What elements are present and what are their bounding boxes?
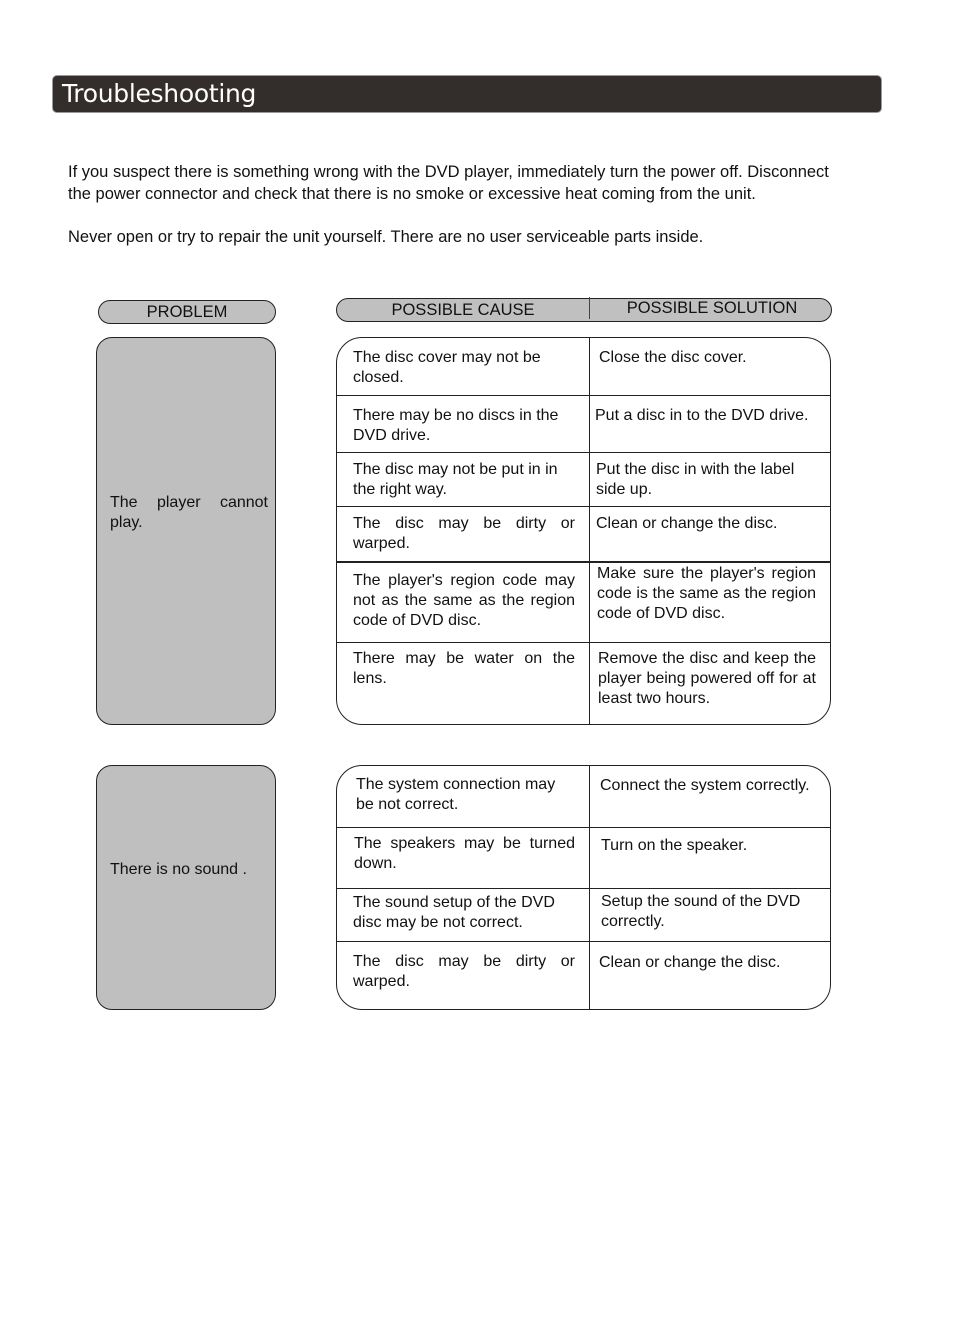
solution-cell: Remove the disc and keep the player being powered off for at least two hours. — [589, 643, 830, 725]
cause-cell: The disc cover may not be closed. — [353, 349, 541, 386]
solution-cell: Make sure the player's region code is the same as the region code of DVD disc. — [589, 563, 830, 644]
table-row — [337, 941, 830, 1010]
solution-cell: Turn on the speaker. — [589, 828, 830, 889]
table-row — [337, 766, 830, 827]
causes-solutions-table-1 — [336, 337, 831, 725]
problem-text: The player cannot play. — [110, 494, 268, 531]
solution-cell: Close the disc cover. — [589, 338, 830, 395]
problem-column-header: PROBLEM — [98, 300, 276, 324]
causes-solutions-table-2 — [336, 765, 831, 1010]
solution-cell: Put a disc in to the DVD drive. — [589, 396, 830, 453]
solution-cell: Setup the sound of the DVD correctly. — [589, 889, 830, 942]
cause-cell: The speakers may be turned down. — [354, 835, 575, 872]
table-row — [337, 827, 830, 889]
cause-cell: There may be water on the lens. — [353, 650, 575, 687]
table-row — [337, 395, 830, 453]
cause-cell: The system connection may be not correct. — [356, 776, 556, 813]
cause-cell: There may be no discs in the DVD drive. — [353, 407, 559, 444]
table-row — [337, 506, 830, 562]
problem-text: There is no sound . — [110, 861, 247, 878]
solution-cell: Clean or change the disc. — [589, 507, 830, 562]
table-row — [337, 642, 830, 725]
intro-paragraph-no-repair: Never open or try to repair the unit yourself. There are no user serviceable parts inside. — [68, 227, 704, 246]
possible-cause-header: POSSIBLE CAUSE — [391, 301, 535, 319]
solution-cell: Put the disc in with the label side up. — [589, 453, 830, 507]
cause-cell: The disc may be dirty or warped. — [353, 515, 575, 552]
section-title-bar — [52, 75, 882, 113]
problem-box-no-sound — [96, 765, 276, 1010]
problem-box-player-cannot-play — [96, 337, 276, 725]
cause-cell: The disc may not be put in in the right way. — [353, 461, 558, 498]
page-title: Troubleshooting — [62, 79, 257, 108]
solution-cell: Clean or change the disc. — [589, 942, 830, 1010]
intro-text — [68, 162, 848, 248]
cause-cell: The player's region code may not as the same as the region code of DVD disc. — [353, 572, 575, 629]
possible-solution-header: POSSIBLE SOLUTION — [589, 297, 834, 319]
table-row — [337, 888, 830, 942]
table-row — [337, 452, 830, 507]
table-row — [337, 561, 830, 644]
intro-paragraph-warning: If you suspect there is something wrong with the DVD player, immediately turn the power off. Disconnect the power connector and check that there is no smoke or excessive heat coming from the unit. — [68, 163, 829, 203]
cause-solution-column-header — [336, 298, 832, 322]
solution-cell: Connect the system correctly. — [589, 766, 830, 827]
cause-cell: The sound setup of the DVD disc may be not correct. — [353, 894, 555, 931]
cause-cell: The disc may be dirty or warped. — [353, 953, 575, 990]
table-row — [337, 338, 830, 395]
